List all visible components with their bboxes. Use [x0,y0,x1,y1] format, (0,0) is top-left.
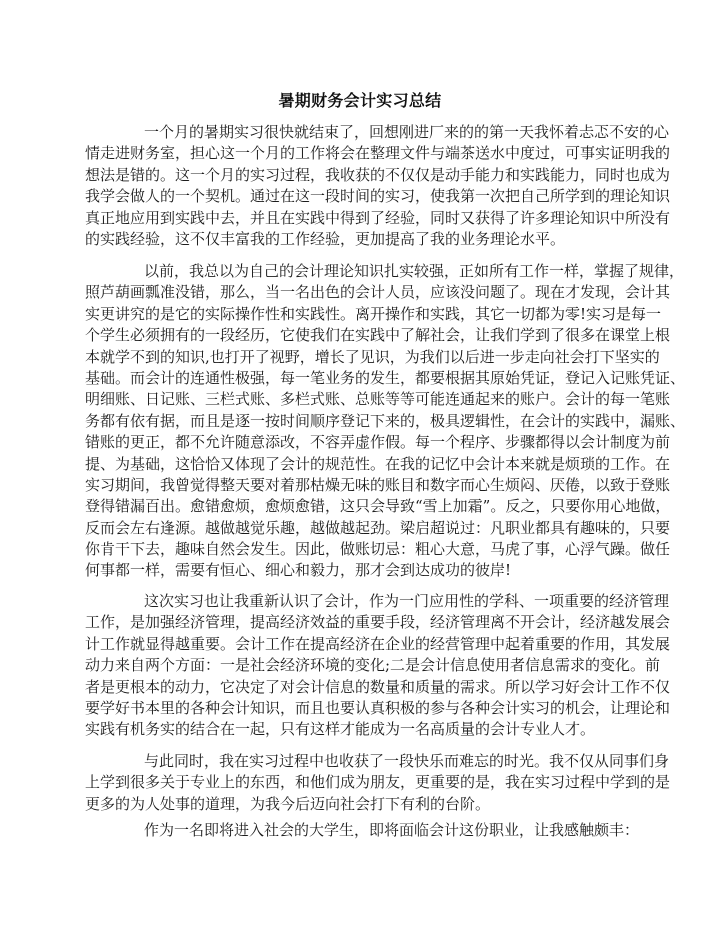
paragraph-line: 提、为基础，这恰恰又体现了会计的规范性。在我的记忆中会计本来就是烦琐的工作。在 [85,454,671,473]
paragraph-line: 本就学不到的知识,也打开了视野，增长了见识，为我们以后进一步走向社会打下坚实的 [85,347,660,366]
paragraph-line: 务都有依有据，而且是逐一按时间顺序登记下来的，极具逻辑性，在会计的实践中，漏账、 [85,411,686,430]
paragraph-line: 登得错漏百出。愈错愈烦，愈烦愈错，这只会导致“雪上加霜”。反之，只要你用心地做， [85,497,671,516]
paragraph-line: 想法是错的。这一个月的实习过程，我收获的不仅仅是动手能力和实践能力，同时也成为 [85,165,671,184]
paragraph-line: 更多的为人处事的道理，为我今后迈向社会打下有利的台阶。 [85,794,491,813]
paragraph-line: 以前，我总以为自己的会计理论知识扎实较强，正如所有工作一样，掌握了规律， [144,262,685,280]
paragraph-line: 何事都一样，需要有恒心、细心和毅力，那才会到达成功的彼岸! [85,561,512,580]
paragraph-line: 者是更根本的动力，它决定了对会计信息的数量和质量的需求。所以学习好会计工作不仅 [85,677,671,696]
paragraph-line: 情走进财务室，担心这一个月的工作将会在整理文件与端茶送水中度过，可事实证明我的 [85,144,671,163]
paragraph-line: 基础。而会计的连通性极强，每一笔业务的发生，都要根据其原始凭证，登记入记账凭证、 [85,368,686,387]
paragraph-2 [85,261,686,582]
paragraph-line: 计工作就显得越重要。会计工作在提高经济在企业的经营管理中起着重要的作用，其发展 [85,634,671,653]
paragraph-line: 实习期间，我曾觉得整天要对着那枯燥无味的账目和数字而心生烦闷、厌倦，以致于登账 [85,475,671,494]
paragraph-5 [85,820,640,841]
paragraph-line: 实践有机务实的结合在一起，只有这样才能成为一名高质量的会计专业人才。 [85,720,596,739]
paragraph-line: 真正地应用到实践中去，并且在实践中得到了经验，同时又获得了许多理论知识中所没有 [85,208,671,227]
paragraph-line: 这次实习也让我重新认识了会计，作为一门应用性的学科、一项重要的经济管理 [144,592,670,610]
paragraph-line: 的实践经验，这不仅丰富我的工作经验，更加提高了我的业务理论水平。 [85,229,566,248]
paragraph-1 [85,122,671,250]
paragraph-line: 你肯干下去，趣味自然会发生。因此，做账切忌：粗心大意，马虎了事，心浮气躁。做任 [85,540,671,559]
paragraph-line: 个学生必须拥有的一段经历，它使我们在实践中了解社会，让我们学到了很多在课堂上根 [85,326,671,345]
paragraph-line: 工作，是加强经济管理，提高经济效益的重要手段，经济管理离不开会计，经济越发展会 [85,613,671,632]
paragraph-4 [85,751,671,815]
paragraph-line: 与此同时，我在实习过程中也收获了一段快乐而难忘的时光。我不仅从同事们身 [144,752,670,770]
paragraph-line: 错账的更正，都不允许随意添改，不容弄虚作假。每一个程序、步骤都得以会计制度为前 [85,433,671,452]
paragraph-3 [85,591,671,741]
paragraph-line: 反而会左右逢源。越做越觉乐趣，越做越起劲。梁启超说过：凡职业都具有趣味的，只要 [85,518,671,537]
paragraph-line: 上学到很多关于专业上的东西，和他们成为朋友，更重要的是，我在实习过程中学到的是 [85,773,671,792]
paragraph-line: 实更讲究的是它的实际操作性和实践性。离开操作和实践，其它一切都为零!实习是每一 [85,304,662,323]
paragraph-line: 一个月的暑期实习很快就结束了，回想刚进厂来的的第一天我怀着忐忑不安的心 [144,123,670,141]
paragraph-line: 作为一名即将进入社会的大学生，即将面临会计这份职业，让我感触颇丰： [144,821,640,839]
paragraph-line: 照芦葫画瓢准没错，那么，当一名出色的会计人员，应该没问题了。现在才发现，会计其 [85,283,671,302]
paragraph-line: 动力来自两个方面：一是社会经济环境的变化;二是会计信息使用者信息需求的变化。前 [85,656,661,675]
paragraph-line: 我学会做人的一个契机。通过在这一段时间的实习，使我第一次把自己所学到的理论知识 [85,187,671,206]
paragraph-line: 明细账、日记账、三栏式账、多栏式账、总账等等可能连通起来的账户。会计的每一笔账 [85,390,671,409]
paragraph-line: 要学好书本里的各种会计知识，而且也要认真积极的参与各种会计实习的机会，让理论和 [85,698,671,717]
document-title: 暑期财务会计实习总结 [278,91,442,110]
